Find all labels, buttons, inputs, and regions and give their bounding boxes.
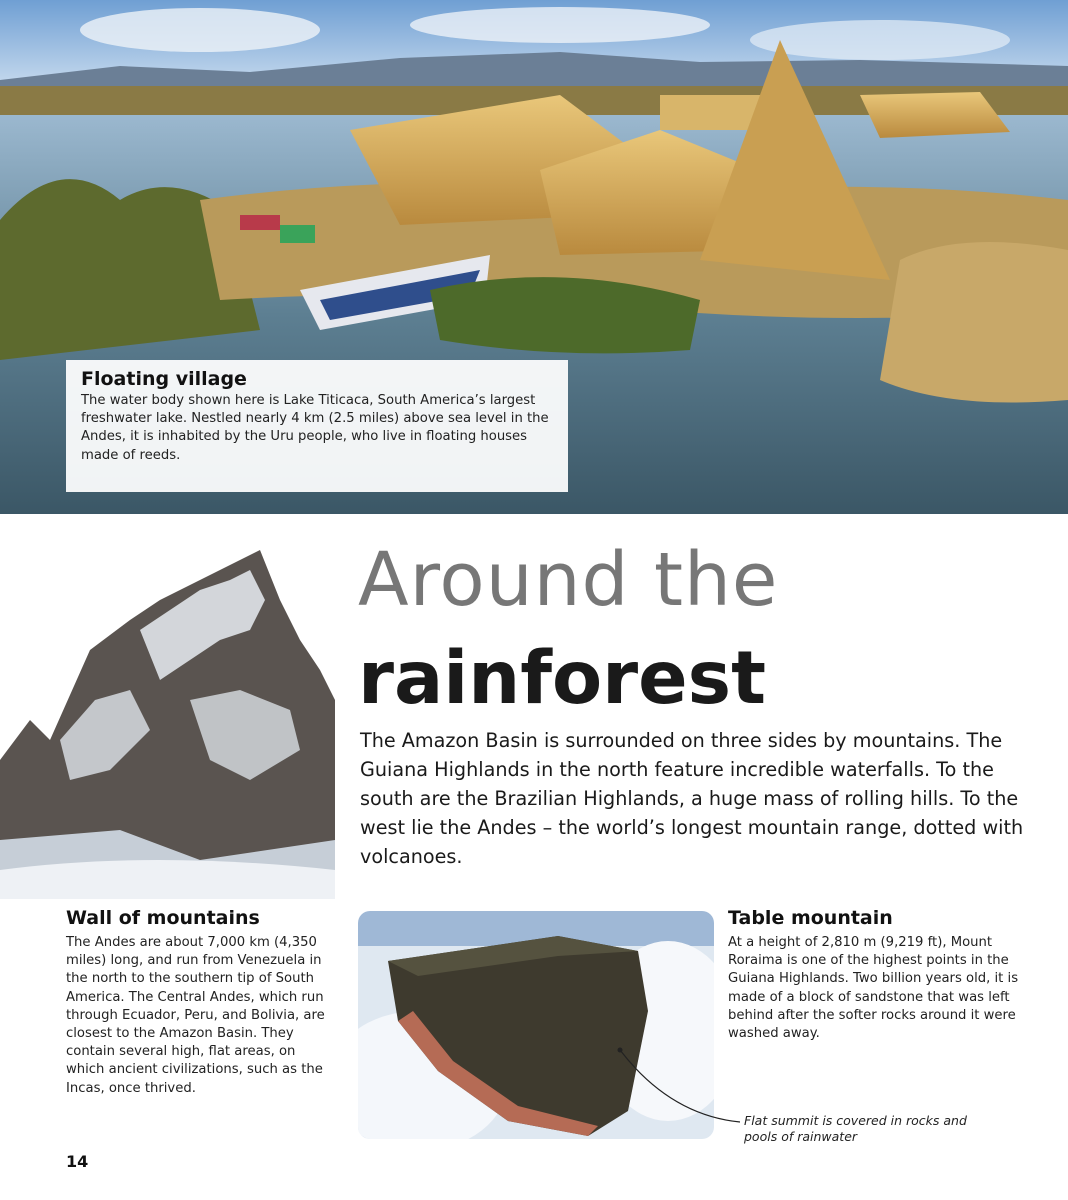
page-title-bold: rainforest xyxy=(358,636,767,721)
intro-paragraph: The Amazon Basin is surrounded on three sides by mountains. The Guiana Highlands in the north feature incredible waterfalls. To the south are the Brazilian Highlands, a huge mass of rolling hills. To the west lie the Andes – the world’s longest mountain range, dotted with volcanoes. xyxy=(360,729,1024,868)
floating-village-body: The water body shown here is Lake Titicaca, South America’s largest freshwater lake. Nestled nearly 4 km (2.5 miles) above sea level in the Andes, it is inhabited by the Uru people, who live in floating houses made of reeds. xyxy=(81,393,549,463)
table-mountain-title: Table mountain xyxy=(728,907,893,929)
page-title-light: Around the xyxy=(358,537,779,623)
page-number: 14 xyxy=(66,1152,89,1171)
floating-village-caption xyxy=(66,360,568,492)
annotation-pointer-line xyxy=(600,1040,750,1130)
floating-village-title: Floating village xyxy=(81,368,247,390)
table-mountain-body: At a height of 2,810 m (9,219 ft), Mount Roraima is one of the highest points in the Guiana Highlands. Two billion years old, it is made of a block of sandstone that was left behind after the softer rocks around it were washed away. xyxy=(728,935,1019,1042)
page-title xyxy=(358,537,779,724)
summit-annotation: Flat summit is covered in rocks and pools of rainwater xyxy=(744,1113,967,1144)
wall-of-mountains-body: The Andes are about 7,000 km (4,350 miles) long, and run from Venezuela in the north to the southern tip of South America. The Central Andes, which run through Ecuador, Peru, and Bolivia, are closest to the Amazon Basin. They contain several high, flat areas, on which ancient civilizations, such as the Incas, once thrived. xyxy=(66,935,325,1096)
andes-mountain-photo xyxy=(0,540,335,899)
wall-of-mountains-title: Wall of mountains xyxy=(66,907,260,929)
